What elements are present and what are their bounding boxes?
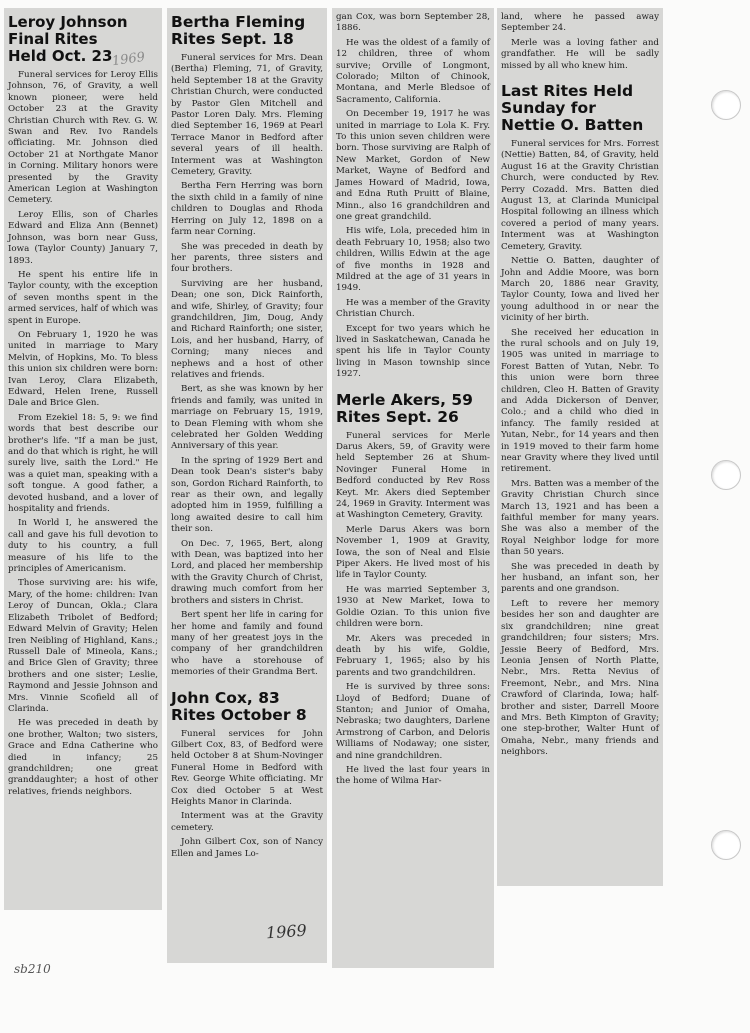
article-merle-akers [336,392,490,788]
article-paragraph: He spent his entire life in Taylor county, with the exception of seven months spent in the armed services, half of which was spent in Europe. [8,269,158,326]
column-3 [332,8,494,968]
article-paragraph: Bert spent her life in caring for her home and family and found many of her greatest joys in the company of her grandchildren who have a storehouse of memories of their Grandma Bert. [171,610,323,678]
article-paragraph: Bert, as she was known by her friends and family, was united in marriage on February 15, 1919, to Dean Fleming with whom she celebrated her Golden Wedding Anniversary of this year. [171,384,323,452]
column-2 [167,8,327,963]
article-john-cox [171,690,323,860]
article-john-cox-continued [336,12,490,381]
article-paragraph: In World I, he answered the call and gave his full devotion to duty to his country, a full measure of his life to the principles of Americanism. [8,518,158,575]
article-paragraph: She was preceded in death by her husband, an infant son, her parents and one grandson. [501,561,659,595]
article-paragraph: Leroy Ellis, son of Charles Edward and Eliza Ann (Bennet) Johnson, was born near Guss, Iowa (Taylor County) January 7, 1893. [8,209,158,266]
article-paragraph: Merle was a loving father and grandfather. He will be sadly missed by all who knew him. [501,37,659,71]
article-paragraph: John Gilbert Cox, son of Nancy Ellen and James Lo- [171,837,323,859]
article-paragraph: Funeral services for John Gilbert Cox, 83, of Bedford were held October 8 at Shum-Novinger Funeral Home in Bedford with Rev. George White officiating. Mr Cox died October 5 at West Heights Manor in Clarinda. [171,728,323,807]
article-paragraph: On February 1, 1920 he was united in marriage to Mary Melvin, of Hopkins, Mo. To bless this union six children were born: Ivan Leroy, Clara Elizabeth, Edward, Helen Irene, Russell Dale and Brice Glen. [8,329,158,409]
article-bertha-fleming [171,14,323,679]
article-paragraph: His wife, Lola, preceded him in death February 10, 1958; also two children, Willis Edwin at the age of five months in 1928 and Mildred at the age of 31 years in 1949. [336,226,490,294]
binder-hole [711,830,741,860]
article-paragraph: On December 19, 1917 he was united in marriage to Lola K. Fry. To this union seven children were born. Those surviving are Ralph of New Market, Gordon of New Market, Wayne of Bedford and James Howard of Madrid, Iowa, and Edna Ruth Pruitt of Blaine, Minn., also 16 grandchildren and one great grandchild. [336,109,490,222]
handwritten-year-annotation: 1969 [111,49,146,70]
article-merle-akers-continued [501,12,659,72]
article-paragraph: He was preceded in death by one brother, Walton; two sisters, Grace and Edna Catherine who died in infancy; 25 grandchildren; one great granddaughter; a host of other relatives, friends neighbors. [8,718,158,797]
article-paragraph: Except for two years which he lived in Saskatchewan, Canada he spent his life in Taylor County living in Mason township since 1927. [336,323,490,380]
article-paragraph: In the spring of 1929 Bert and Dean took Dean's sister's baby son, Gordon Richard Rainforth, to rear as their own, and legally adopted him in 1959, fulfilling a long awaited desire to call him their son. [171,455,323,535]
article-paragraph: He was the oldest of a family of 12 children, three of whom survive; Orville of Longmont, Colorado; Milton of Chinook, Montana, and Merle Bledsoe of Sacramento, California. [336,37,490,105]
article-paragraph: Nettie O. Batten, daughter of John and Addie Moore, was born March 20, 1886 near Gravity, Taylor County, Iowa and lived her young adulthood in or near the vicinity of her birth. [501,256,659,324]
column-4 [497,8,663,886]
article-title: Leroy Johnson Final Rites Held Oct. 23 [8,13,128,65]
article-paragraph: Funeral services for Mrs. Dean (Bertha) Fleming, 71, of Gravity, held September 18 at the Gravity Christian Church, were conducted by Pastor Glen Mitchell and Pastor Loren Daly. Mrs. Fleming died September 16, 1969 at Pearl Terrace Manor in Bedford after several years of ill health. Interment was at Washington Cemetery, Gravity. [171,53,323,178]
article-paragraph: Funeral services for Merle Darus Akers, 59, of Gravity were held September 26 at Shum-Novinger Funeral Home in Bedford conducted by Rev Ross Keyt. Mr. Akers died September 24, 1969 in Gravity. Interment was at Washington Cemetery, Gravity. [336,430,490,521]
article-paragraph: Surviving are her husband, Dean; one son, Dick Rainforth, and wife, Shirley, of Gravity; four grandchildren, Jim, Doug, Andy and Richard Rainforth; one sister, Lois, and her husband, Harry, of Corning; many nieces and nephews and a host of other relatives and friends. [171,278,323,380]
article-paragraph: She was preceded in death by her parents, three sisters and four brothers. [171,241,323,275]
article-paragraph: Mrs. Batten was a member of the Gravity Christian Church since March 13, 1921 and has been a faithful member for many years. She was also a member of the Royal Neighbor lodge for more than 50 years. [501,478,659,558]
article-title: Merle Akers, 59 Rites Sept. 26 [336,390,473,426]
article-paragraph: Mr. Akers was preceded in death by his wife, Goldie, February 1, 1965; also by his parents and two grandchildren. [336,633,490,678]
article-paragraph: She received her education in the rural schools and on July 19, 1905 was united in marriage to Forest Batten of Yutan, Nebr. To this union were born three children, Cleo H. Batten of Gravity and Adda Dickerson of Denver, Colo.; and a child who died in infancy. The family resided at Yutan, Nebr., for 14 years and then in 1919 moved to their farm home near Gravity where they lived until retirement. [501,327,659,475]
article-paragraph: land, where he passed away September 24. [501,12,659,34]
article-paragraph: Funeral services for Leroy Ellis Johnson, 76, of Gravity, a well known pioneer, were held October 23 at the Gravity Christian Church with Rev. G. W. Swan and Rev. Ivo Randels officiating. Mr. Johnson died October 21 at Northgate Manor in Corning. Military honors were presented by the Gravity American Legion at Washington Cemetery. [8,70,158,206]
handwritten-year-annotation: 1969 [265,920,308,943]
article-paragraph: Those surviving are: his wife, Mary, of the home: children: Ivan Leroy of Duncan, Okla.; Clara Elizabeth Tribolet of Bedford; Edward Melvin of Gravity; Helen Iren Neibling of Highland, Kans.; Russell Dale of Mineola, Kans.; and Brice Glen of Gravity; three brothers and one sister; Leslie, Raymond and Jessie Johnson and Mrs. Vinnie Scofield all of Clarinda. [8,578,158,714]
article-paragraph: Left to revere her memory besides her son and daughter are six grandchildren; nine great grandchildren; four sisters; Mrs. Jessie Beery of Bedford, Mrs. Leonia Jensen of North Platte, Nebr., Mrs. Retta Nevius of Freemont, Nebr., and Mrs. Nina Crawford of Clarinda, Iowa; half-brother and sister, Darrell Moore and Mrs. Beth Kimpton of Gravity; one step-brother, Walter Hunt of Omaha, Nebr., many friends and neighbors. [501,598,659,758]
article-paragraph: From Ezekiel 18: 5, 9: we find words that best describe our brother's life. "If a man be just, and do that which is right, he will surely live, saith the Lord." He was a quiet man, speaking with a soft tongue. A good father, a devoted husband, and a lover of hospitality and friends. [8,412,158,515]
article-title: Bertha Fleming Rites Sept. 18 [171,13,306,48]
article-nettie-batten [501,83,659,759]
binder-hole [711,460,741,490]
article-leroy-johnson [4,8,162,910]
article-title: Last Rites Held Sunday for Nettie O. Batten [501,82,644,135]
binder-hole [711,90,741,120]
article-paragraph: He was a member of the Gravity Christian Church. [336,297,490,320]
article-paragraph: gan Cox, was born September 28, 1886. [336,12,490,34]
handwritten-page-number: sb210 [14,962,51,976]
article-title: John Cox, 83 Rites October 8 [171,688,307,724]
article-paragraph: On Dec. 7, 1965, Bert, along with Dean, was baptized into her Lord, and placed her membership with the Gravity Church of Christ, drawing much comfort from her brothers and sisters in Christ. [171,538,323,606]
article-paragraph: Funeral services for Mrs. Forrest (Nettie) Batten, 84, of Gravity, held August 16 at the Gravity Christian Church, were conducted by Rev. Perry Cozadd. Mrs. Batten died August 13, at Clarinda Municipal Hospital following an illness which covered a period of many years. Interment was at Washington Cemetery, Gravity. [501,139,659,252]
article-paragraph: He is survived by three sons: Lloyd of Bedford; Duane of Stanton; and Junior of Omaha, Nebraska; two daughters, Darlene Armstrong of Carbon, and Deloris Williams of Nodaway; one sister, and nine grandchildren. [336,682,490,761]
article-paragraph: Merle Darus Akers was born November 1, 1909 at Gravity, Iowa, the son of Neal and Elsie Piper Akers. He lived most of his life in Taylor County. [336,524,490,581]
article-paragraph: He lived the last four years in the home of Wilma Har- [336,764,490,787]
article-paragraph: He was married September 3, 1930 at New Market, Iowa to Goldie Ozian. To this union five children were born. [336,584,490,630]
article-paragraph: Interment was at the Gravity cemetery. [171,811,323,833]
article-paragraph: Bertha Fern Herring was born the sixth child in a family of nine children to Douglas and Rhoda Herring on July 12, 1898 on a farm near Corning. [171,181,323,238]
